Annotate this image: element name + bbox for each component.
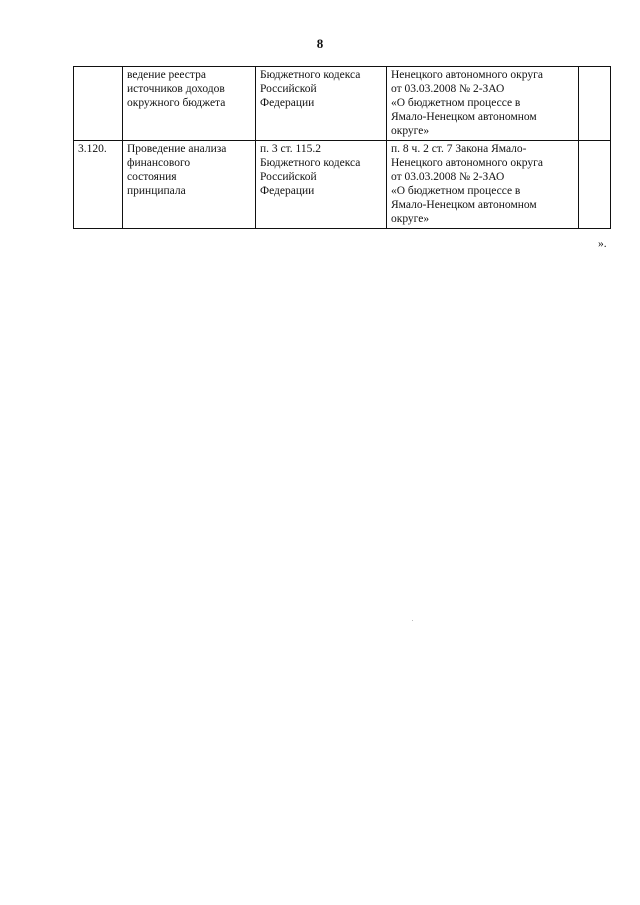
cell-text-line: «О бюджетном процессе в — [391, 97, 521, 109]
power-name-cell — [123, 141, 256, 229]
cell-text-line: Ямало-Ненецком автономном — [391, 111, 537, 123]
cell-text-line: Бюджетного кодекса — [260, 69, 361, 81]
power-name-cell — [123, 67, 256, 141]
cell-text-line: Бюджетного кодекса — [260, 157, 361, 169]
row-number-cell: 3.120. — [74, 141, 123, 229]
cell-text-line: п. 8 ч. 2 ст. 7 Закона Ямало- — [391, 143, 527, 155]
cell-text-line: Проведение анализа — [127, 143, 227, 155]
cell-text-line: от 03.03.2008 № 2-ЗАО — [391, 171, 505, 183]
cell-text-line: окружного бюджета — [127, 97, 226, 109]
cell-text-line: финансового — [127, 157, 191, 169]
cell-text-line: «О бюджетном процессе в — [391, 185, 521, 197]
cell-text-line: Федерации — [260, 185, 315, 197]
cell-text-line: округе» — [391, 213, 430, 225]
cell-text-line: Федерации — [260, 97, 315, 109]
budget-powers-table — [73, 66, 611, 229]
regional-law-cell — [387, 67, 579, 141]
cell-text-line: источников доходов — [127, 83, 225, 95]
closing-quote-mark: ». — [598, 238, 607, 250]
federal-basis-cell — [256, 67, 387, 141]
cell-text-line: Российской — [260, 83, 317, 95]
extra-cell — [579, 141, 611, 229]
cell-text-line: Ненецкого автономного округа — [391, 69, 543, 81]
scan-artifact-dot — [412, 620, 413, 621]
cell-text-line: Российской — [260, 171, 317, 183]
table-row — [74, 67, 611, 141]
cell-text-line: Ненецкого автономного округа — [391, 157, 543, 169]
table-row — [74, 141, 611, 229]
cell-text-line: от 03.03.2008 № 2-ЗАО — [391, 83, 505, 95]
federal-basis-cell — [256, 141, 387, 229]
cell-text-line: округе» — [391, 125, 430, 137]
cell-text-line: состояния — [127, 171, 177, 183]
cell-text-line: Ямало-Ненецком автономном — [391, 199, 537, 211]
extra-cell — [579, 67, 611, 141]
cell-text-line: п. 3 ст. 115.2 — [260, 143, 321, 155]
page-number: 8 — [316, 36, 324, 51]
cell-text-line: принципала — [127, 185, 186, 197]
row-number-cell — [74, 67, 123, 141]
cell-text-line: ведение реестра — [127, 69, 206, 81]
regional-law-cell — [387, 141, 579, 229]
